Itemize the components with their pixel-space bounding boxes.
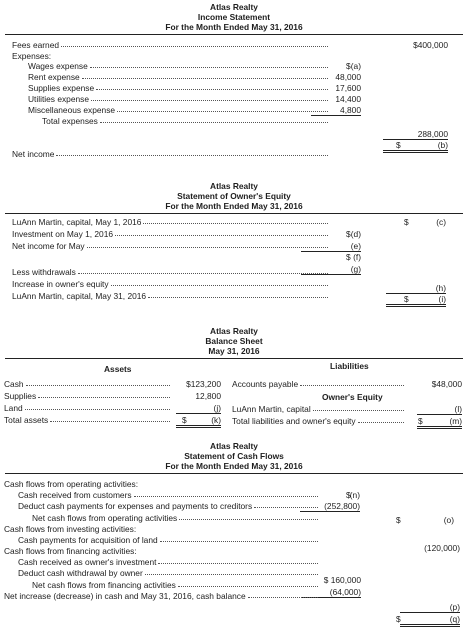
withdrawal-row [18,568,320,578]
expense-value-utilities: 14,400 [335,94,361,104]
net-financing-row [32,580,320,590]
net-operating-value: (o) [443,515,454,525]
investment-row [12,229,330,239]
supplies-row [4,391,172,401]
net-increase-dollar: $ [396,614,401,624]
cash-label: Cash [4,379,24,389]
bs-capital-label: LuAnn Martin, capital [232,404,311,414]
land-payment-label: Cash payments for acquisition of land [18,535,158,545]
expense-label-utilities: Utilities expense [28,94,89,104]
deduct-payments-label: Deduct cash payments for expenses and payments to creditors [18,501,253,511]
withdrawals-value: (g) [301,264,361,275]
owners-equity-header: Owner's Equity [322,392,383,402]
capital-end-value: (i) [386,294,446,307]
cash-received-label: Cash received from customers [18,490,132,500]
owner-investment-label: Cash received as owner's investment [18,557,157,567]
balance-sheet-company: Atlas Realty [210,326,258,336]
expense-value-misc: 4,800 [311,105,361,116]
expense-value-supplies: 17,600 [335,83,361,93]
assets-header: Assets [104,364,132,374]
net-increase-value: (q) [400,614,460,627]
land-payment-value: (120,000) [424,543,460,553]
income-header-rule [5,34,463,35]
investment-value: (d) [350,229,361,239]
expense-row-wages [28,61,330,71]
bs-capital-value: (l) [417,404,462,415]
deduct-payments-value: (252,800) [300,501,360,512]
cash-flows-header-rule [5,473,463,474]
net-increase-row [4,591,320,601]
net-operating-dollar: $ [396,515,401,525]
withdrawal-label: Deduct cash withdrawal by owner [18,568,143,578]
expense-value-rent: 48,000 [335,72,361,82]
net-income-row [12,149,330,159]
capital-begin-label: LuAnn Martin, capital, May 1, 2016 [12,217,142,227]
expense-label-misc: Miscellaneous expense [28,105,116,115]
expense-label-wages: Wages expense [28,61,88,71]
withdrawals-label: Less withdrawals [12,267,76,277]
capital-end-row [12,291,330,301]
total-le-dollar: $ [418,416,423,426]
investment-dollar: $ [346,229,351,239]
capital-begin-row [12,217,330,227]
equity-title: Statement of Owner's Equity [177,191,291,201]
subtotal-value: (f) [353,252,361,262]
net-income-dollar: $ [396,140,401,150]
deduct-payments-row [18,501,320,511]
total-assets-dollar: $ [182,415,187,425]
expense-row-rent [28,72,330,82]
capital-end-dollar: $ [404,294,409,304]
total-expenses-value: 288,000 [383,129,448,140]
land-label: Land [4,403,23,413]
withdrawals-row [12,267,330,277]
expenses-label: Expenses: [12,51,52,61]
total-le-row [232,416,406,426]
equity-net-income-value: (e) [301,241,361,252]
total-assets-label: Total assets [4,415,49,425]
total-assets-row [4,415,172,425]
cash-flows-title: Statement of Cash Flows [184,451,284,461]
expense-row-misc [28,105,330,115]
expense-dollar-wages: $ [346,61,351,71]
fees-earned-label: Fees earned [12,40,60,50]
total-expenses-label: Total expenses [42,116,98,126]
expense-row-supplies [28,83,330,93]
increase-row [12,279,330,289]
subtotal-dollar: $ [346,252,351,262]
net-financing-value: (p) [400,602,460,613]
net-income-value: (b) [383,140,448,153]
cash-received-value: (n) [349,490,360,500]
cash-value: $123,200 [186,379,221,389]
expense-row-utilities [28,94,330,104]
cash-flows-company: Atlas Realty [210,441,258,451]
increase-label: Increase in owner's equity [12,279,109,289]
capital-begin-value: (c) [436,217,446,227]
total-le-label: Total liabilities and owner's equity [232,416,356,426]
cash-row [4,379,172,389]
accounts-payable-row [232,379,406,389]
land-payment-row [18,535,320,545]
net-operating-label: Net cash flows from operating activities [32,513,178,523]
net-income-label: Net income [12,149,55,159]
net-operating-row [32,513,320,523]
balance-sheet-date: May 31, 2016 [208,346,260,356]
supplies-label: Supplies [4,391,37,401]
cash-received-dollar: $ [346,490,351,500]
expense-label-supplies: Supplies expense [28,83,95,93]
land-value: (j) [176,403,221,414]
equity-net-income-row [12,241,330,251]
fees-earned-value: $400,000 [413,40,448,50]
operating-header: Cash flows from operating activities: [4,479,139,489]
expense-label-rent: Rent expense [28,72,80,82]
cash-received-row [18,490,320,500]
income-statement-period: For the Month Ended May 31, 2016 [165,22,303,32]
bs-capital-row [232,404,406,414]
investing-header: Cash flows from investing activities: [4,524,137,534]
equity-company: Atlas Realty [210,181,258,191]
supplies-value: 12,800 [195,391,221,401]
equity-period: For the Month Ended May 31, 2016 [165,201,303,211]
owner-investment-value: $ 160,000 [323,575,361,585]
total-le-value: (m) [417,416,462,429]
net-financing-label: Net cash flows from financing activities [32,580,176,590]
liabilities-header: Liabilities [330,361,369,371]
net-increase-label: Net increase (decrease) in cash and May 31, 2016, cash balance [4,591,246,601]
withdrawal-value: (64,000) [301,587,361,598]
capital-begin-dollar: $ [404,217,409,227]
income-statement-company: Atlas Realty [210,2,258,12]
land-row [4,403,172,413]
cash-flows-period: For the Month Ended May 31, 2016 [165,461,303,471]
financing-header: Cash flows from financing activities: [4,546,137,556]
fees-earned-row [12,40,330,50]
accounts-payable-value: $48,000 [431,379,462,389]
balance-header-rule [5,358,463,359]
equity-header-rule [5,213,463,214]
total-expenses-row [42,116,330,126]
total-assets-value: (k) [176,415,221,428]
capital-end-label: LuAnn Martin, capital, May 31, 2016 [12,291,147,301]
increase-value: (h) [386,283,446,294]
owner-investment-row [18,557,320,567]
equity-net-income-label: Net income for May [12,241,85,251]
expense-value-wages: (a) [350,61,361,71]
income-statement-title: Income Statement [197,12,271,22]
investment-label: Investment on May 1, 2016 [12,229,114,239]
accounts-payable-label: Accounts payable [232,379,299,389]
balance-sheet-title: Balance Sheet [205,336,263,346]
